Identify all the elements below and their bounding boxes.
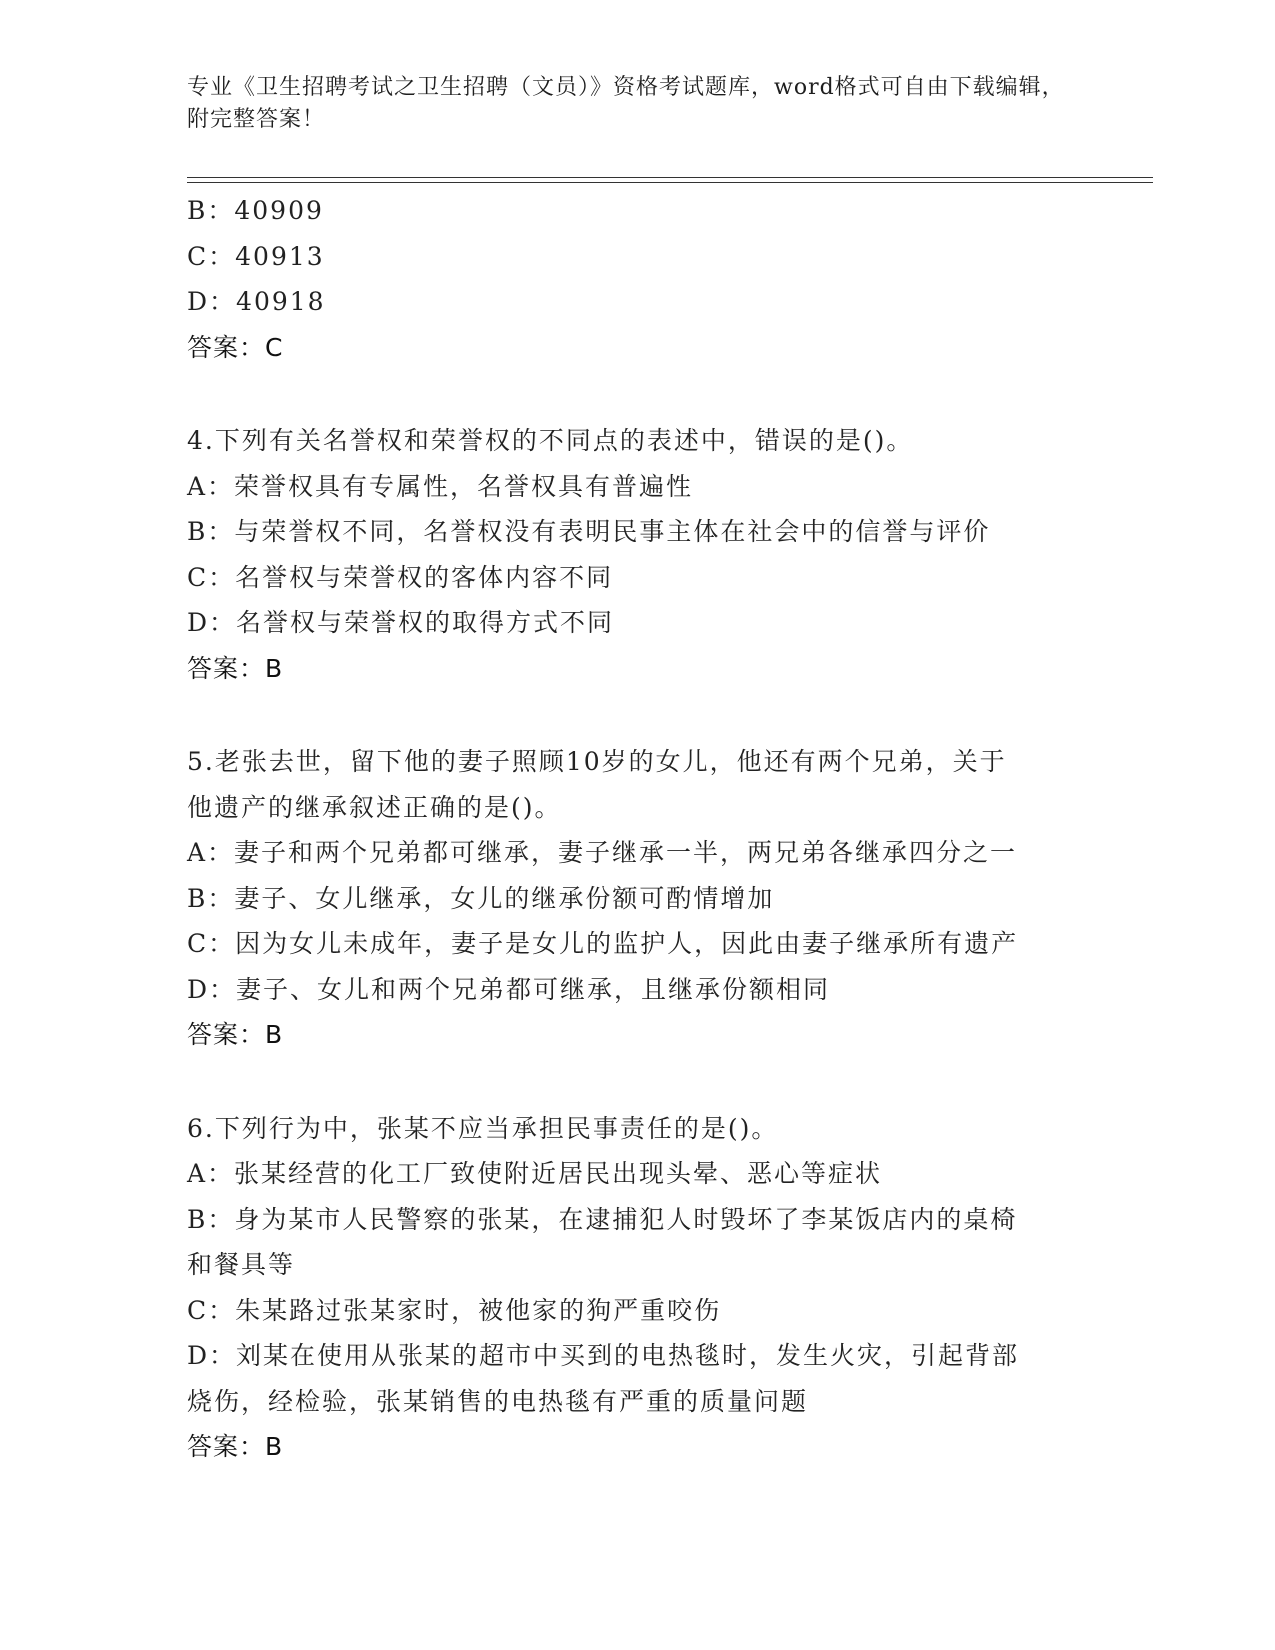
- option-d: D：妻子、女儿和两个兄弟都可继承，且继承份额相同: [187, 974, 831, 1004]
- question-6: [187, 1106, 1087, 1470]
- spacer: [187, 1058, 1087, 1106]
- answer-line: 答案：B: [187, 1020, 284, 1049]
- question-list: [187, 188, 1087, 1470]
- question-4: [187, 418, 1087, 691]
- document-header: [187, 72, 1067, 136]
- option-b: B：妻子、女儿继承，女儿的继承份额可酌情增加: [187, 883, 775, 913]
- header-rule-thin: [187, 182, 1153, 183]
- option-d-line-1: D：刘某在使用从张某的超市中买到的电热毯时，发生火灾，引起背部: [187, 1341, 1020, 1370]
- header-title: 专业《卫生招聘考试之卫生招聘（文员）》资格考试题库，word格式可自由下载编辑，附完整答案！: [187, 75, 1065, 132]
- question-5: [187, 739, 1087, 1058]
- option-c: C：名誉权与荣誉权的客体内容不同: [187, 562, 614, 592]
- question-stem-line-2: 他遗产的继承叙述正确的是()。: [187, 792, 562, 822]
- question-stem: 4.下列有关名誉权和荣誉权的不同点的表述中，错误的是()。: [187, 426, 914, 455]
- option-a: A：张某经营的化工厂致使附近居民出现头晕、恶心等症状: [187, 1159, 883, 1188]
- option-c: C：40913: [187, 241, 325, 271]
- option-a: A：荣誉权具有专属性，名誉权具有普遍性: [187, 471, 694, 501]
- option-b-line-1: B：身为某市人民警察的张某，在逮捕犯人时毁坏了李某饭店内的桌椅: [187, 1204, 1018, 1234]
- option-d-line-2: 烧伤，经检验，张某销售的电热毯有严重的质量问题: [187, 1386, 809, 1416]
- option-c: C：因为女儿未成年，妻子是女儿的监护人，因此由妻子继承所有遗产: [187, 929, 1019, 958]
- option-d: D：名誉权与荣誉权的取得方式不同: [187, 608, 615, 637]
- header-rule-thick: [187, 177, 1153, 178]
- option-b-line-2: 和餐具等: [187, 1250, 296, 1279]
- question-stem-line-1: 5.老张去世，留下他的妻子照顾10岁的女儿，他还有两个兄弟，关于: [187, 747, 1007, 776]
- question-stem: 6.下列行为中，张某不应当承担民事责任的是()。: [187, 1113, 779, 1143]
- prev-question-block: [187, 188, 1087, 370]
- option-c: C：朱某路过张某家时，被他家的狗严重咬伤: [187, 1295, 722, 1325]
- answer-line: 答案：B: [187, 1432, 284, 1461]
- option-a: A：妻子和两个兄弟都可继承，妻子继承一半，两兄弟各继承四分之一: [187, 838, 1018, 867]
- option-d: D：40918: [187, 287, 326, 316]
- spacer: [187, 691, 1087, 739]
- answer-line: 答案：C: [187, 332, 284, 362]
- option-b: B：与荣誉权不同，名誉权没有表明民事主体在社会中的信誉与评价: [187, 517, 991, 546]
- option-b: B：40909: [187, 196, 324, 225]
- answer-line: 答案：B: [187, 653, 284, 683]
- spacer: [187, 370, 1087, 418]
